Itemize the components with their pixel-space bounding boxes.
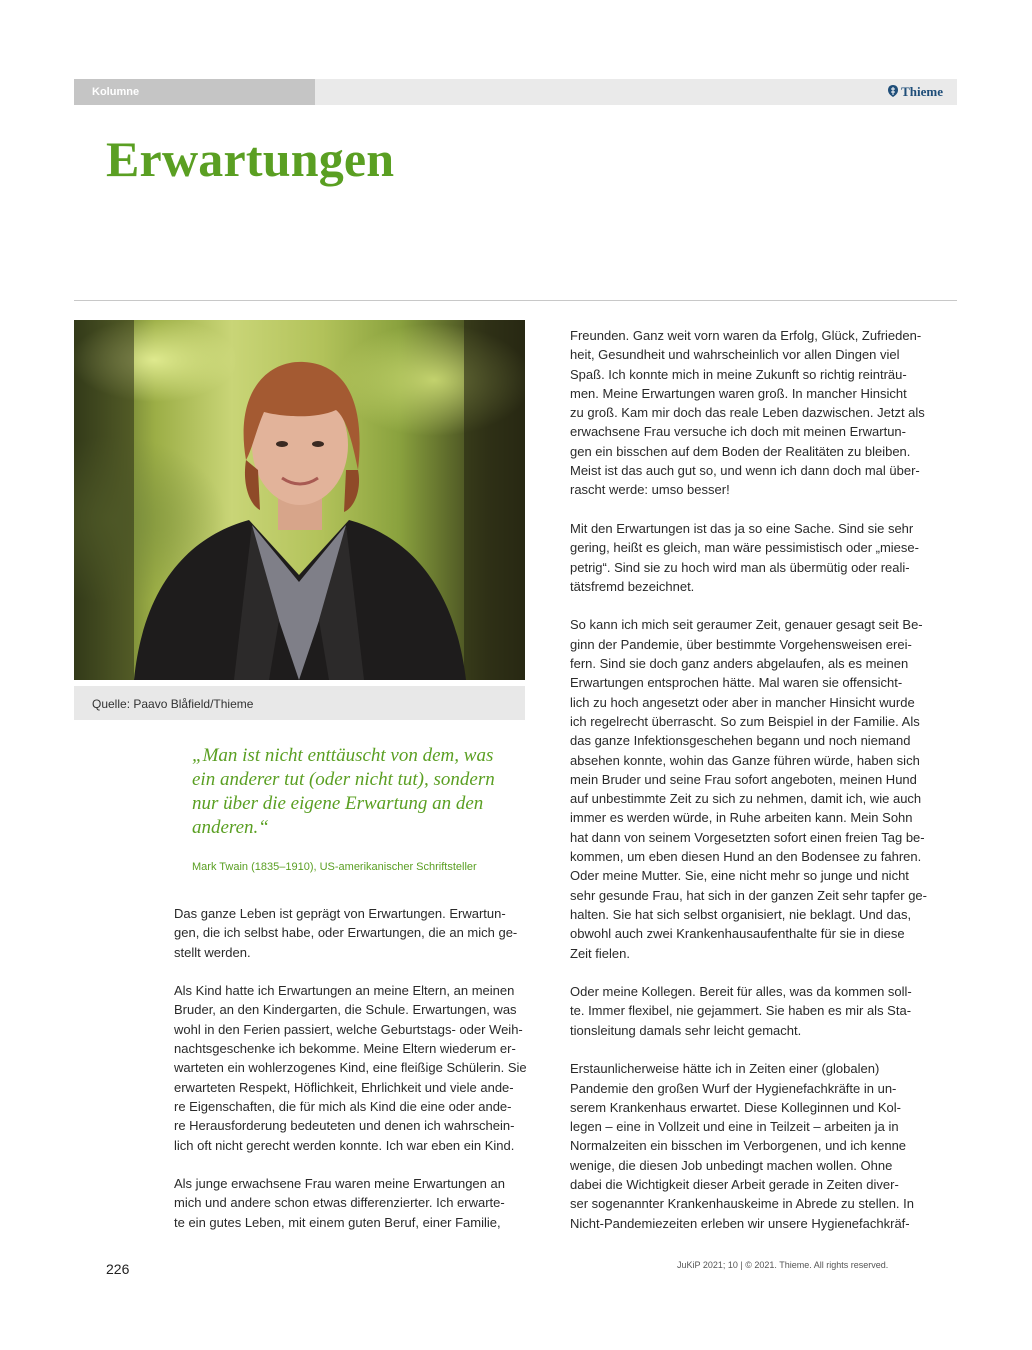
text-line: Oder meine Mutter. Sie, eine nicht mehr so junge und nicht	[570, 868, 909, 884]
paragraph	[174, 904, 525, 962]
text-line: dabei die Wichtigkeit dieser Arbeit gerade in Zeiten diver-	[570, 1177, 899, 1193]
paragraph	[570, 1059, 921, 1233]
text-line: Das ganze Leben ist geprägt von Erwartungen. Erwartun-	[174, 906, 506, 921]
paragraph	[570, 519, 921, 596]
text-line: Bruder, an den Kindergarten, die Schule. Erwartungen, was	[174, 1002, 517, 1018]
paragraph	[570, 982, 921, 1040]
text-line: gen, die ich selbst habe, oder Erwartungen, die an mich ge-	[174, 925, 518, 941]
text-line: nachtsgeschenke ich bekomme. Meine Eltern wiederum er-	[174, 1041, 516, 1057]
divider	[74, 300, 957, 301]
section-label: Kolumne	[74, 79, 315, 105]
text-line: So kann ich mich seit geraumer Zeit, genauer gesagt seit Be-	[570, 617, 923, 633]
text-line: ser sogenannter Krankenhauskeime in Abrede zu stellen. In	[570, 1196, 914, 1212]
paragraph	[174, 981, 525, 1155]
quote-attribution: Mark Twain (1835–1910), US-amerikanischer Schriftsteller	[192, 861, 477, 873]
text-line: petrig“. Sind sie zu hoch wird man als übermütig oder reali-	[570, 559, 910, 575]
author-photo	[74, 320, 525, 680]
text-line: fern. Sind sie doch ganz anders abgelaufen, als es meinen	[570, 656, 909, 672]
text-line: Mit den Erwartungen ist das ja so eine Sache. Sind sie sehr	[570, 520, 914, 536]
text-line: ginn der Pandemie, über bestimmte Vorgehensweisen erei-	[570, 636, 912, 652]
brand-name: Thieme	[901, 84, 943, 99]
text-line: tätsfremd bezeichnet.	[570, 578, 695, 594]
text-line: halten. Sie hat sich selbst organisiert, nie beklagt. Und das,	[570, 906, 912, 922]
text-line: sehr gesunde Frau, hat sich in der ganzen Zeit sehr tapfer ge-	[570, 887, 927, 903]
paragraph	[570, 326, 925, 500]
paragraph	[174, 1174, 525, 1232]
text-line: absehen konnte, wohin das Ganze führen würde, haben sich	[570, 752, 920, 768]
text-line: re Herausforderung bedeuteten und denen ich wahrschein-	[174, 1118, 515, 1134]
text-line: hat dann von seinem Vorgesetzten sofort einen freien Tag be-	[570, 829, 925, 845]
text-line: Als Kind hatte ich Erwartungen an meine Eltern, an meinen	[174, 983, 515, 999]
text-line: tionsleitung damals sehr leicht gemacht.	[570, 1022, 802, 1038]
text-line: Nicht-Pandemiezeiten erleben wir unsere Hygienefachkräf-	[570, 1215, 910, 1231]
text-line: gering, heißt es gleich, man wäre pessimistisch oder „miese-	[570, 540, 919, 556]
paragraph	[570, 615, 927, 962]
text-line: Als junge erwachsene Frau waren meine Erwartungen an	[174, 1176, 505, 1192]
text-line: das ganze Infektionsgeschehen begann und noch niemand	[570, 733, 911, 749]
article-title: Erwartungen	[106, 131, 395, 187]
text-line: lich oft nicht gerecht werden konnte. Ich war eben ein Kind.	[174, 1137, 515, 1153]
text-line: Spaß. Ich konnte mich in meine Zukunft so richtig reinträu-	[570, 366, 907, 382]
text-line: te. Immer flexibel, nie gejammert. Sie haben es mir als Sta-	[570, 1003, 912, 1019]
text-line: Zeit fielen.	[570, 945, 630, 961]
text-line: erwarteten Respekt, Höflichkeit, Ehrlichkeit und viele ande-	[174, 1079, 514, 1095]
text-line: heit, Gesundheit und wahrscheinlich vor allen Dingen viel	[570, 347, 900, 363]
text-line: erwachsene Frau versuche ich doch mit meinen Erwartun-	[570, 424, 906, 440]
text-line: lich zu hoch angesetzt oder aber in mancher Hinsicht wurde	[570, 694, 915, 710]
text-line: men. Meine Erwartungen waren groß. In mancher Hinsicht	[570, 385, 907, 401]
text-line: mein Bruder und seine Frau sofort angeboten, meinen Hund	[570, 771, 917, 787]
text-line: stellt werden.	[174, 944, 251, 960]
text-line: te ein gutes Leben, mit einem guten Beruf, einer Familie,	[174, 1214, 501, 1230]
text-line: legen – eine in Vollzeit und eine in Teilzeit – arbeiten ja in	[570, 1119, 899, 1135]
text-line: auf unbestimmte Zeit zu sich zu nehmen, damit ich, wie auch	[570, 791, 922, 807]
text-line: wohl in den Ferien passiert, welche Geburtstags- oder Weih-	[174, 1021, 523, 1037]
text-line: immer es werden würde, in Ruhe arbeiten kann. Mein Sohn	[570, 810, 913, 826]
pull-quote: „Man ist nicht enttäuscht von dem, was ein anderer tut (oder nicht tut), sondern nur über die eigene Erwartung an den anderen.“	[192, 745, 495, 838]
text-line: Normalzeiten ein bisschen im Verborgenen, und ich kenne	[570, 1138, 907, 1154]
page-number: 226	[106, 1261, 130, 1277]
text-line: Meist ist das auch gut so, und wenn ich dann doch mal über-	[570, 463, 920, 479]
text-line: kommen, um eben diesen Hund an den Bodensee zu fahren.	[570, 849, 922, 865]
text-line: Oder meine Kollegen. Bereit für alles, was da kommen soll-	[570, 984, 912, 1000]
photo-caption: Quelle: Paavo Blåfield/Thieme	[74, 686, 525, 720]
text-line: gen ein bisschen auf dem Boden der Realitäten zu bleiben.	[570, 443, 911, 459]
thieme-emblem-icon	[888, 85, 898, 97]
text-line: zu groß. Kam mir doch das reale Leben dazwischen. Jetzt als	[570, 405, 925, 421]
text-line: warteten ein wohlerzogenes Kind, eine fleißige Schülerin. Sie	[174, 1060, 527, 1076]
text-line: Pandemie den großen Wurf der Hygienefachkräfte in un-	[570, 1080, 897, 1096]
text-line: wenige, die diesen Job unbedingt machen wollen. Ohne	[570, 1157, 893, 1173]
text-line: Erstaunlicherweise hätte ich in Zeiten einer (globalen)	[570, 1061, 880, 1077]
text-line: rascht werde: umso besser!	[570, 482, 730, 498]
header-band	[74, 79, 957, 105]
body-column-left	[174, 904, 525, 1232]
publisher-logo	[888, 79, 943, 105]
text-line: re Eigenschaften, die für mich als Kind die eine oder ande-	[174, 1098, 512, 1114]
text-line: obwohl auch zwei Krankenhausaufenthalte für sie in diese	[570, 926, 905, 942]
text-line: ich regelrecht überrascht. So zum Beispiel in der Familie. Als	[570, 713, 920, 729]
text-line: serem Krankenhaus erwartet. Diese Kolleginnen und Kol-	[570, 1099, 901, 1115]
body-column-right	[570, 326, 927, 1233]
text-line: Freunden. Ganz weit vorn waren da Erfolg, Glück, Zufrieden-	[570, 328, 922, 343]
text-line: Erwartungen entsprochen hätte. Mal waren sie offensicht-	[570, 675, 903, 691]
text-line: mich und andere schon etwas differenzierter. Ich erwarte-	[174, 1195, 505, 1211]
journal-citation: JuKiP 2021; 10 | © 2021. Thieme. All rights reserved.	[677, 1260, 889, 1270]
